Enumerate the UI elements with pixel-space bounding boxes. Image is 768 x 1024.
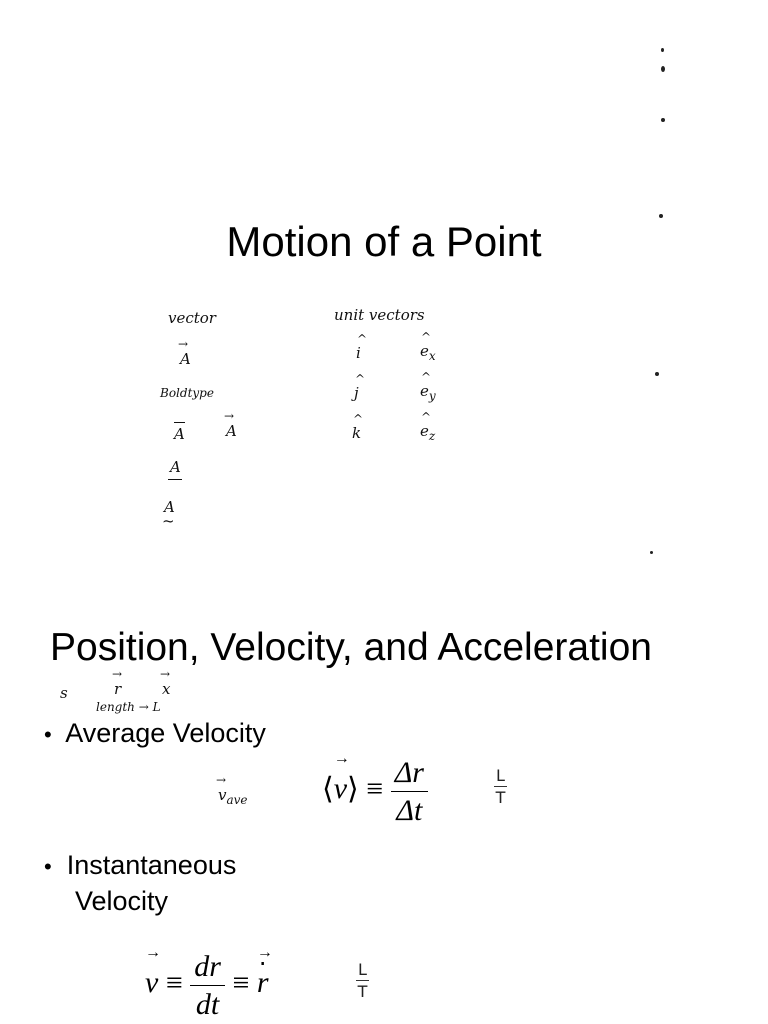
equation-instantaneous-velocity: → v ≡ $\frac{dr}{dt}$ ≡ ⋅ → r [145, 950, 269, 1021]
note-vector-bar: A [174, 425, 185, 443]
pen-mark [661, 118, 665, 122]
pen-mark [655, 372, 659, 376]
slide-title-position-velocity: Position, Velocity, and Acceleration [50, 626, 652, 669]
note-r: → r [114, 680, 121, 698]
note-e-z: ^ $e_z$ [420, 422, 435, 443]
units-instantaneous-velocity: $\frac{L}{T}$ [357, 960, 368, 1001]
note-e-x: ^ $e_x$ [420, 342, 436, 363]
note-x: → x [162, 680, 170, 698]
note-v-ave: → $v_{ave}$ [218, 786, 248, 807]
note-unit-i: ^ i [356, 344, 361, 362]
pen-mark [661, 66, 665, 72]
bullet-text-cont: Velocity [75, 886, 169, 916]
bullet-text: Instantaneous [66, 850, 237, 880]
pen-mark [661, 48, 664, 52]
note-vector-arrow-2: → A [226, 422, 237, 440]
bullet-average-velocity: • Average Velocity [44, 718, 266, 748]
units-average-velocity: $\frac{L}{T}$ [495, 766, 506, 807]
note-unit-j: ^ j [354, 384, 359, 402]
pen-mark [650, 551, 653, 554]
note-unit-k: ^ k [352, 424, 361, 442]
bullet-instantaneous-velocity: • Instantaneous Velocity [44, 850, 237, 916]
equation-average-velocity: ⟨→ v⟩ ≡ $\frac{\Delta r}{\Delta t}$ [322, 756, 428, 827]
slide-title-motion: Motion of a Point [226, 218, 542, 265]
note-vector-wavy: A ~ [164, 498, 175, 516]
pen-mark [659, 214, 663, 218]
note-e-y: ^ $e_y$ [420, 382, 436, 403]
note-vector-arrow: → A [180, 350, 191, 368]
note-vector-heading: vector [168, 309, 216, 327]
note-vector-underline: A [170, 458, 181, 476]
note-s: s [60, 684, 68, 702]
bullet-text: Average Velocity [65, 718, 266, 748]
note-boldtype: Boldtype [160, 386, 214, 400]
note-length: length → L [96, 700, 161, 714]
note-unit-vectors-heading: unit vectors [334, 306, 425, 324]
